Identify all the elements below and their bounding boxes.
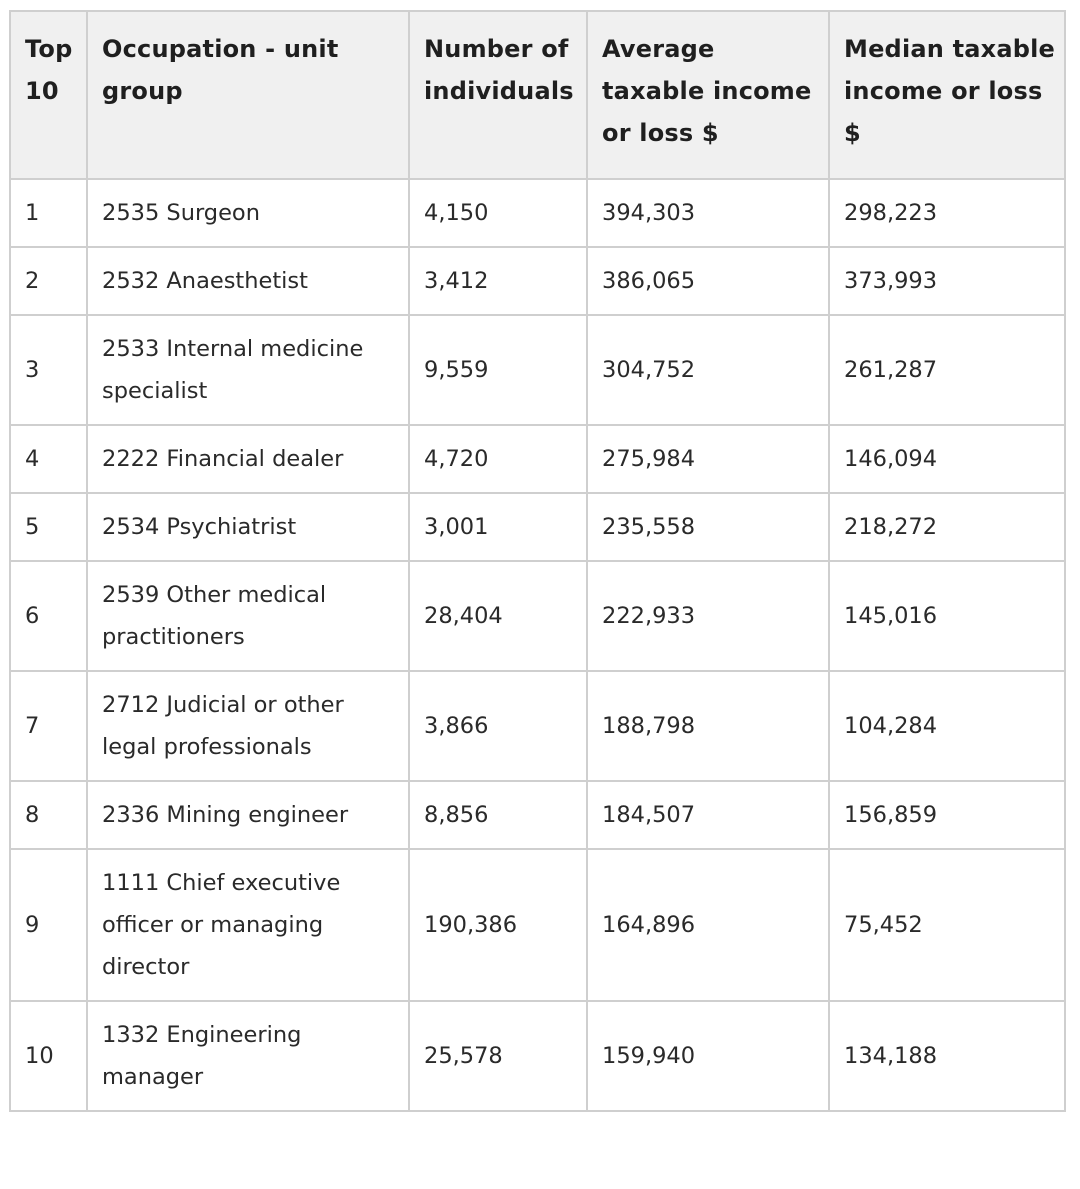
cell-median: 134,188 <box>829 1001 1065 1111</box>
cell-number: 3,866 <box>409 671 587 781</box>
header-number-of-individuals: Number of individuals <box>409 11 587 179</box>
cell-average: 394,303 <box>587 179 829 247</box>
cell-rank: 4 <box>10 425 87 493</box>
cell-average: 188,798 <box>587 671 829 781</box>
cell-occupation: 2222 Financial dealer <box>87 425 409 493</box>
table-row <box>10 315 1065 425</box>
cell-average: 275,984 <box>587 425 829 493</box>
cell-number: 3,001 <box>409 493 587 561</box>
header-occupation: Occupation - unit group <box>87 11 409 179</box>
header-median-income: Median taxable income or loss $ <box>829 11 1065 179</box>
cell-number: 3,412 <box>409 247 587 315</box>
cell-occupation: 2535 Surgeon <box>87 179 409 247</box>
table-row <box>10 671 1065 781</box>
cell-number: 190,386 <box>409 849 587 1001</box>
cell-rank: 9 <box>10 849 87 1001</box>
top-10-occupations-table <box>9 10 1066 1112</box>
header-average-income: Average taxable income or loss $ <box>587 11 829 179</box>
cell-average: 159,940 <box>587 1001 829 1111</box>
cell-median: 145,016 <box>829 561 1065 671</box>
cell-median: 261,287 <box>829 315 1065 425</box>
table-body <box>10 179 1065 1111</box>
cell-occupation: 1332 Engineering manager <box>87 1001 409 1111</box>
cell-rank: 5 <box>10 493 87 561</box>
cell-rank: 10 <box>10 1001 87 1111</box>
table-row <box>10 179 1065 247</box>
cell-median: 104,284 <box>829 671 1065 781</box>
cell-average: 164,896 <box>587 849 829 1001</box>
income-table-container <box>9 10 1064 1112</box>
cell-median: 218,272 <box>829 493 1065 561</box>
cell-rank: 6 <box>10 561 87 671</box>
cell-median: 75,452 <box>829 849 1065 1001</box>
cell-rank: 7 <box>10 671 87 781</box>
table-row <box>10 1001 1065 1111</box>
cell-occupation: 2336 Mining engineer <box>87 781 409 849</box>
cell-median: 156,859 <box>829 781 1065 849</box>
header-row <box>10 11 1065 179</box>
cell-number: 9,559 <box>409 315 587 425</box>
cell-average: 184,507 <box>587 781 829 849</box>
cell-number: 4,720 <box>409 425 587 493</box>
cell-rank: 8 <box>10 781 87 849</box>
table-row <box>10 781 1065 849</box>
cell-average: 235,558 <box>587 493 829 561</box>
cell-average: 222,933 <box>587 561 829 671</box>
cell-number: 4,150 <box>409 179 587 247</box>
cell-median: 146,094 <box>829 425 1065 493</box>
cell-rank: 2 <box>10 247 87 315</box>
table-header <box>10 11 1065 179</box>
header-rank: Top 10 <box>10 11 87 179</box>
table-row <box>10 425 1065 493</box>
cell-median: 298,223 <box>829 179 1065 247</box>
cell-rank: 3 <box>10 315 87 425</box>
cell-occupation: 2534 Psychiatrist <box>87 493 409 561</box>
table-row <box>10 493 1065 561</box>
cell-occupation: 2539 Other medical practitioners <box>87 561 409 671</box>
cell-occupation: 2532 Anaesthetist <box>87 247 409 315</box>
cell-number: 25,578 <box>409 1001 587 1111</box>
cell-occupation: 1111 Chief executive officer or managing director <box>87 849 409 1001</box>
table-row <box>10 849 1065 1001</box>
table-row <box>10 561 1065 671</box>
cell-rank: 1 <box>10 179 87 247</box>
cell-number: 8,856 <box>409 781 587 849</box>
cell-median: 373,993 <box>829 247 1065 315</box>
cell-number: 28,404 <box>409 561 587 671</box>
cell-occupation: 2533 Internal medicine specialist <box>87 315 409 425</box>
table-row <box>10 247 1065 315</box>
cell-occupation: 2712 Judicial or other legal professionals <box>87 671 409 781</box>
cell-average: 386,065 <box>587 247 829 315</box>
cell-average: 304,752 <box>587 315 829 425</box>
